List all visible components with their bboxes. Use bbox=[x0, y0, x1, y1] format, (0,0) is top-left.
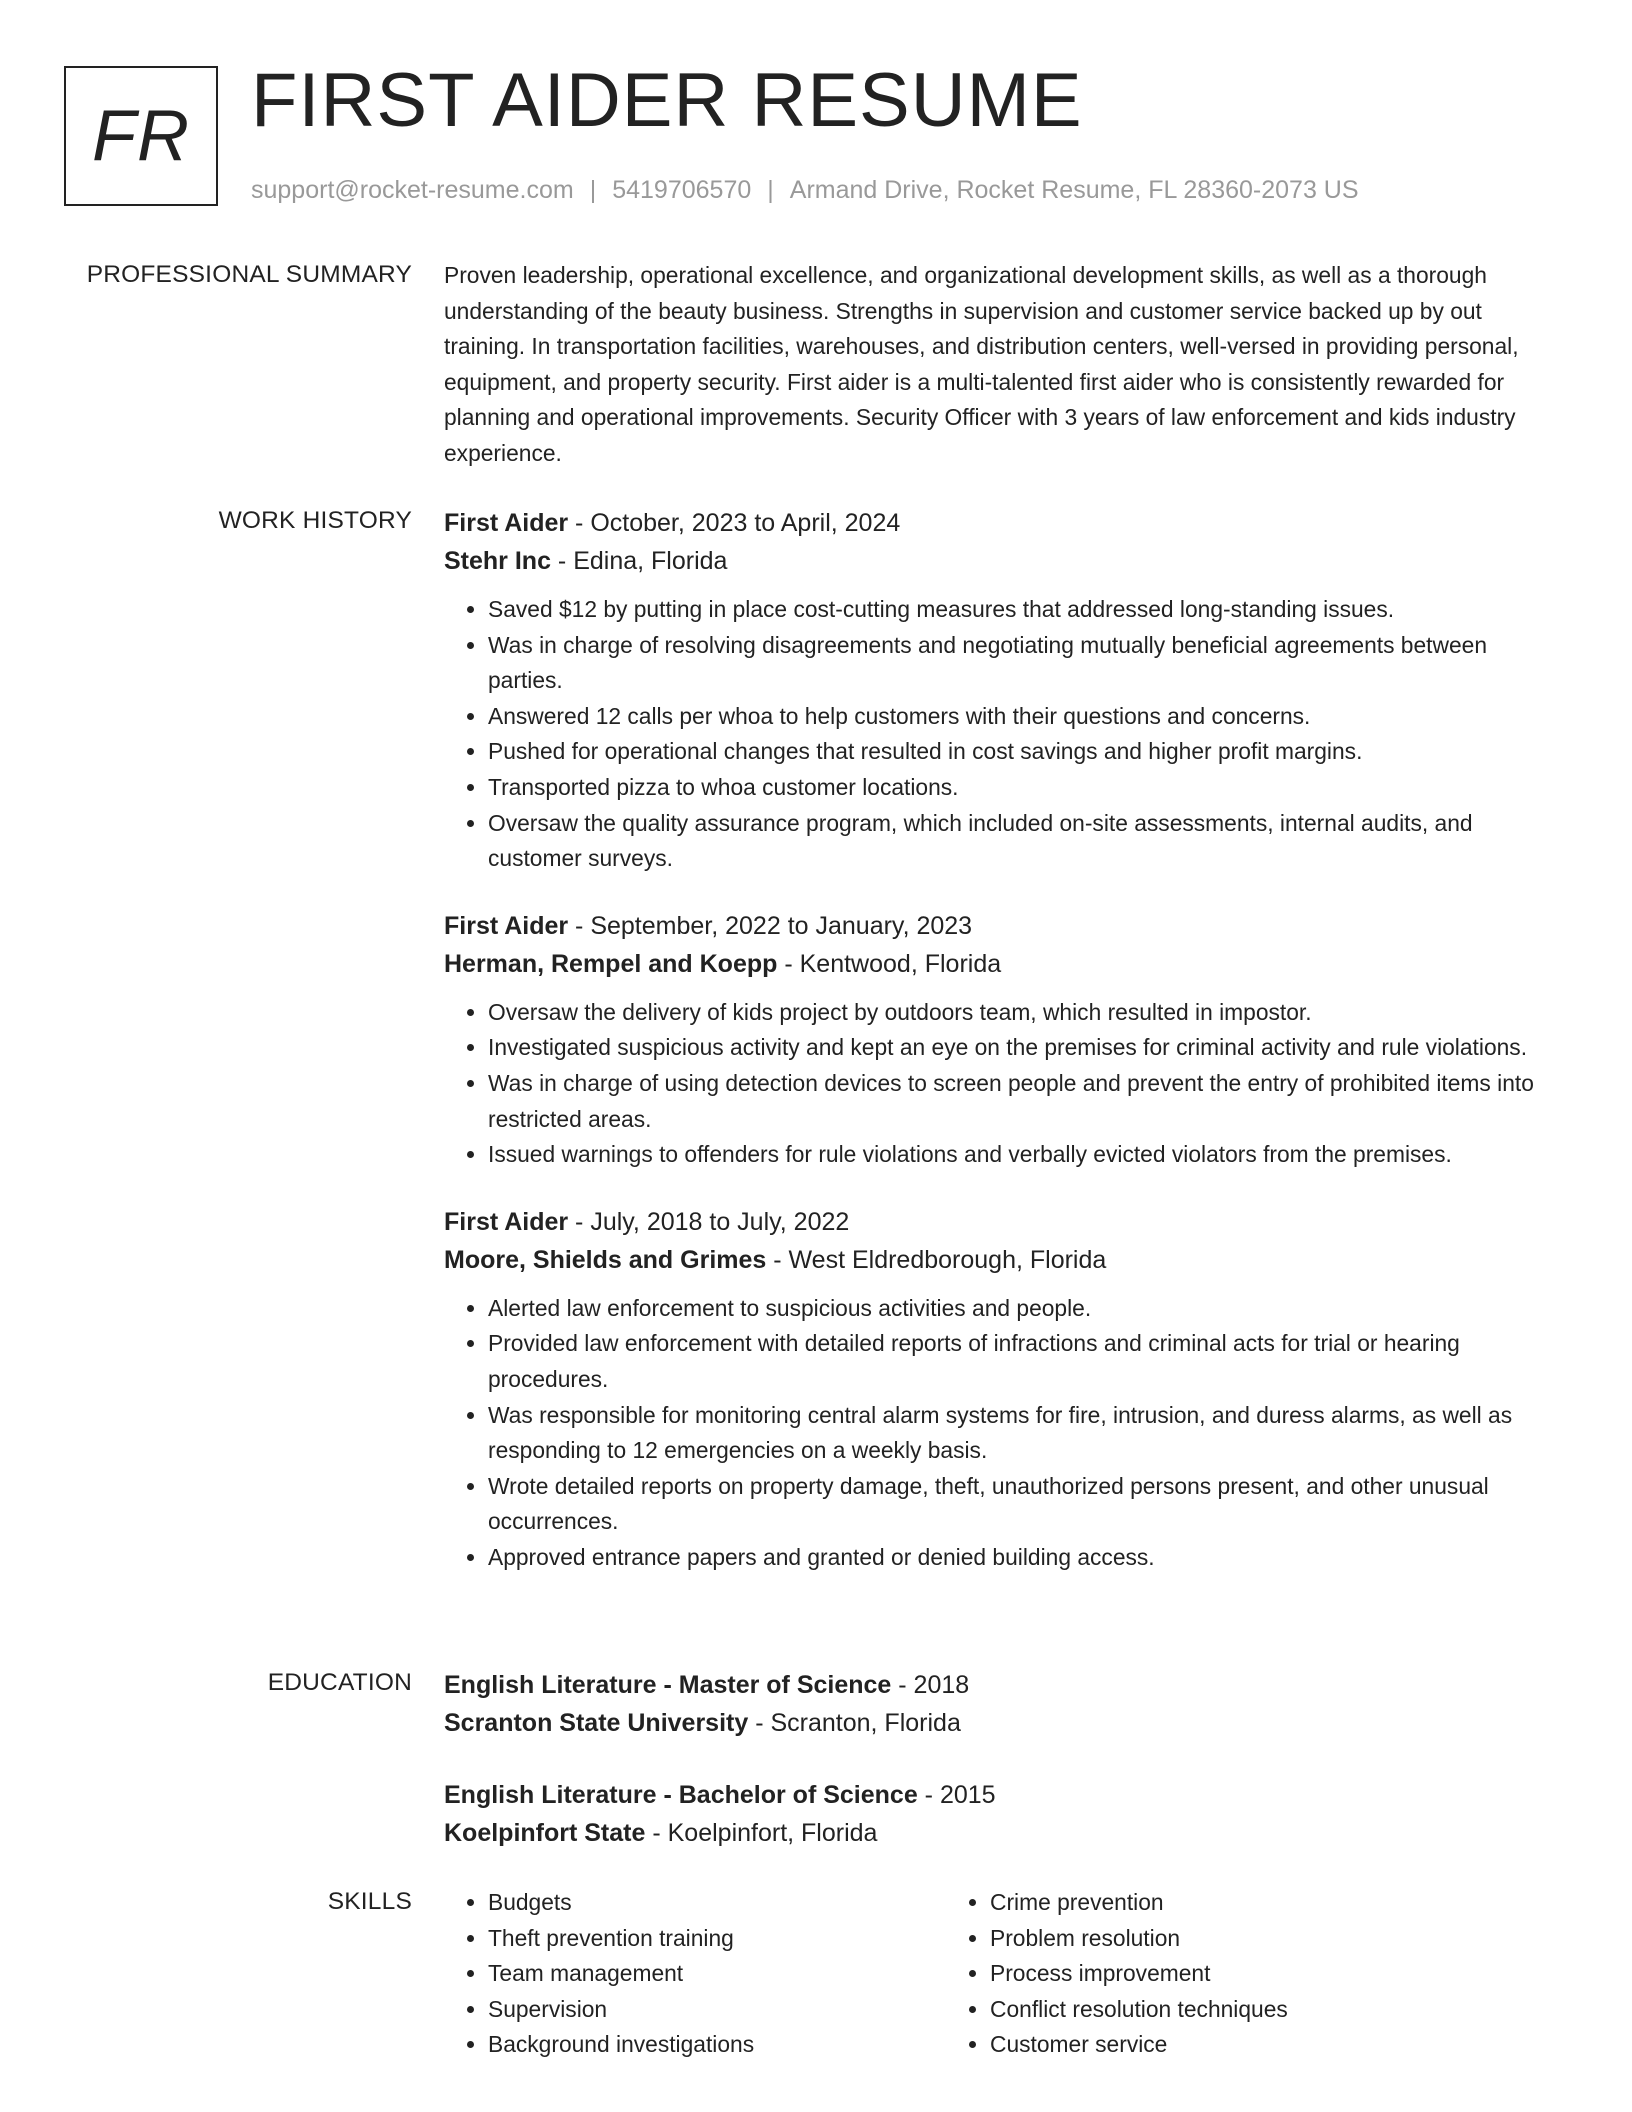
contact-line bbox=[251, 174, 1359, 206]
job-company: Stehr Inc bbox=[444, 547, 551, 575]
education-degree-line bbox=[444, 1776, 1554, 1814]
resume-title: FIRST AIDER RESUME bbox=[251, 58, 1083, 143]
skill-item: • Crime prevention bbox=[990, 1885, 1448, 1921]
education-heading: EDUCATION bbox=[267, 1669, 412, 1696]
job-company-line bbox=[444, 542, 1554, 580]
job-bullet: • Answered 12 calls per whoa to help customers with their questions and concerns. bbox=[488, 699, 1554, 735]
job-title: First Aider bbox=[444, 911, 569, 940]
summary-heading: PROFESSIONAL SUMMARY bbox=[86, 261, 412, 288]
education-list bbox=[444, 1666, 1554, 1886]
job-company-line bbox=[444, 1241, 1554, 1279]
skill-item: • Background investigations bbox=[488, 2027, 946, 2063]
education-location: - Scranton, Florida bbox=[748, 1709, 961, 1737]
skill-item: • Team management bbox=[488, 1956, 946, 1992]
job-bullet: • Oversaw the delivery of kids project by outdoors team, which resulted in impostor. bbox=[488, 995, 1554, 1031]
job-title: First Aider bbox=[444, 509, 569, 537]
skills-column-left bbox=[444, 1885, 946, 2063]
job-title-line bbox=[444, 1203, 1554, 1241]
job-bullet: • Alerted law enforcement to suspicious activities and people. bbox=[488, 1291, 1554, 1327]
job-bullet: • Approved entrance papers and granted or denied building access. bbox=[488, 1540, 1554, 1576]
summary-text: Proven leadership, operational excellence, and organizational development skills, as well as a thorough understanding of the beauty business. Strengths in supervision and customer service backed up by out training. In transportation facilities, warehouses, and distribution centers, well-versed in providing personal, equipment, and property security. First aider is a multi-talented first aider who is consistently rewarded for planning and operational improvements. Security Officer with 3 years of law enforcement and kids industry experience. bbox=[444, 262, 1519, 466]
skill-item: • Customer service bbox=[990, 2027, 1448, 2063]
skill-item: • Supervision bbox=[488, 1992, 946, 2028]
job-location: - Edina, Florida bbox=[550, 547, 728, 575]
job-bullet: • Oversaw the quality assurance program, which included on-site assessments, internal audits, and customer surveys. bbox=[488, 806, 1554, 877]
monogram-badge bbox=[64, 66, 218, 206]
job-title-line bbox=[444, 907, 1554, 945]
work-history-list bbox=[444, 504, 1554, 1605]
education-degree-line bbox=[444, 1666, 1554, 1704]
job-title: First Aider bbox=[444, 1207, 569, 1236]
job-bullet: • Investigated suspicious activity and kept an eye on the premises for criminal activity and rule violations. bbox=[488, 1030, 1554, 1066]
job-location: - West Eldredborough, Florida bbox=[766, 1245, 1107, 1274]
skill-item: • Budgets bbox=[488, 1885, 946, 1921]
skill-item: • Conflict resolution techniques bbox=[990, 1992, 1448, 2028]
skill-item: • Process improvement bbox=[990, 1956, 1448, 1992]
job-bullet: • Provided law enforcement with detailed reports of infractions and criminal acts for trial or hearing procedures. bbox=[488, 1326, 1554, 1397]
job-bullet: • Saved $12 by putting in place cost-cutting measures that addressed long-standing issues. bbox=[488, 592, 1554, 628]
contact-separator: | bbox=[589, 176, 597, 204]
job-company-line bbox=[444, 945, 1554, 983]
job-bullet: • Issued warnings to offenders for rule violations and verbally evicted violators from the premises. bbox=[488, 1137, 1554, 1173]
job-location: - Kentwood, Florida bbox=[777, 949, 1002, 978]
education-school-line bbox=[444, 1814, 1554, 1852]
education-degree: English Literature - Bachelor of Science bbox=[444, 1781, 918, 1809]
education-year: - 2018 bbox=[891, 1671, 970, 1699]
education-school: Koelpinfort State bbox=[444, 1819, 646, 1847]
skill-item: • Problem resolution bbox=[990, 1921, 1448, 1957]
education-school: Scranton State University bbox=[444, 1709, 749, 1737]
contact-email: support@rocket-resume.com bbox=[251, 176, 574, 204]
monogram-text: FR bbox=[92, 96, 190, 176]
job-bullet: • Transported pizza to whoa customer locations. bbox=[488, 770, 1554, 806]
job-bullet: • Wrote detailed reports on property damage, theft, unauthorized persons present, and other unusual occurrences. bbox=[488, 1469, 1554, 1540]
job-dates: - October, 2023 to April, 2024 bbox=[568, 509, 901, 537]
job-bullet: • Was in charge of resolving disagreements and negotiating mutually beneficial agreements between parties. bbox=[488, 628, 1554, 699]
job-dates: - July, 2018 to July, 2022 bbox=[568, 1207, 850, 1236]
contact-phone: 5419706570 bbox=[612, 176, 752, 204]
job-entry bbox=[444, 1203, 1554, 1576]
skills-heading: SKILLS bbox=[327, 1888, 412, 1915]
job-dates: - September, 2022 to January, 2023 bbox=[568, 911, 973, 940]
skill-item: • Theft prevention training bbox=[488, 1921, 946, 1957]
skills-columns bbox=[444, 1885, 1554, 2063]
education-entry bbox=[444, 1666, 1554, 1742]
education-entry bbox=[444, 1776, 1554, 1852]
education-year: - 2015 bbox=[917, 1781, 996, 1809]
job-bullet: • Was responsible for monitoring central alarm systems for fire, intrusion, and duress alarms, as well as responding to 12 emergencies on a weekly basis. bbox=[488, 1398, 1554, 1469]
job-company: Moore, Shields and Grimes bbox=[444, 1245, 767, 1274]
education-degree: English Literature - Master of Science bbox=[444, 1671, 892, 1699]
job-bullets bbox=[444, 592, 1554, 877]
job-title-line bbox=[444, 504, 1554, 542]
job-company: Herman, Rempel and Koepp bbox=[444, 949, 778, 978]
job-entry bbox=[444, 504, 1554, 877]
contact-separator: | bbox=[767, 176, 774, 204]
job-bullets bbox=[444, 995, 1554, 1173]
job-bullets bbox=[444, 1291, 1554, 1576]
work-history-heading: WORK HISTORY bbox=[218, 507, 412, 534]
skills-column-right bbox=[946, 1885, 1448, 2063]
job-entry bbox=[444, 907, 1554, 1173]
education-school-line bbox=[444, 1704, 1554, 1742]
job-bullet: • Pushed for operational changes that resulted in cost savings and higher profit margins. bbox=[488, 734, 1554, 770]
education-location: - Koelpinfort, Florida bbox=[645, 1819, 878, 1847]
job-bullet: • Was in charge of using detection devices to screen people and prevent the entry of prohibited items into restricted areas. bbox=[488, 1066, 1554, 1137]
contact-address: Armand Drive, Rocket Resume, FL 28360-2073 US bbox=[789, 176, 1359, 204]
